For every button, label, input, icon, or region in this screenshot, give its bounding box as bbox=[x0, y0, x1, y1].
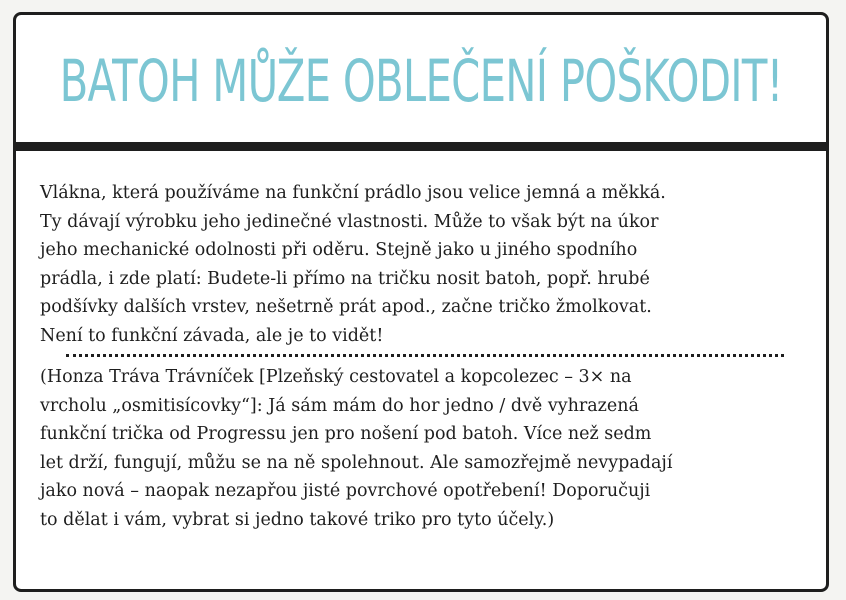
quote-line: vrcholu „osmitisícovky“]: Já sám mám do hor jedno / dvě vyhrazená bbox=[40, 395, 639, 416]
quote-line: funkční trička od Progressu jen pro nošení pod batoh. Více než sedm bbox=[40, 424, 652, 444]
page-title: BATOH MŮŽE OBLEČENÍ POŠKODIT! bbox=[59, 47, 783, 115]
title-divider bbox=[16, 142, 826, 151]
paragraph-line: Ty dávají výrobku jeho jedinečné vlastnosti. Může to však být na úkor bbox=[40, 211, 659, 232]
quote-line: to dělat i vám, vybrat si jedno takové triko pro tyto účely.) bbox=[40, 509, 555, 530]
paragraph-line: Není to funkční závada, ale je to vidět! bbox=[40, 325, 384, 346]
dotted-divider bbox=[66, 354, 784, 357]
quote-line: (Honza Tráva Trávníček [Plzeňský cestovatel a kopcolezec – 3× na bbox=[40, 367, 632, 387]
paragraph-line: Vlákna, která používáme na funkční prádlo jsou velice jemná a měkká. bbox=[40, 183, 666, 203]
quote-line: jako nová – naopak nezapřou jisté povrchové opotřebení! Doporučuji bbox=[40, 481, 651, 501]
title-band bbox=[16, 15, 826, 143]
quote-line: let drží, fungují, můžu se na ně spolehnout. Ale samozřejmě nevypadají bbox=[40, 452, 673, 473]
quote-paragraph bbox=[40, 363, 790, 534]
content bbox=[40, 179, 790, 534]
paragraph-line: jeho mechanické odolnosti při oděru. Stejně jako u jiného spodního bbox=[40, 240, 638, 260]
main-paragraph bbox=[40, 179, 790, 350]
paragraph-line: podšívky dalších vrstev, nešetrně prát apod., začne tričko žmolkovat. bbox=[40, 297, 652, 317]
info-card bbox=[13, 12, 829, 592]
paragraph-line: prádla, i zde platí: Budete-li přímo na tričku nosit batoh, popř. hrubé bbox=[40, 268, 650, 289]
